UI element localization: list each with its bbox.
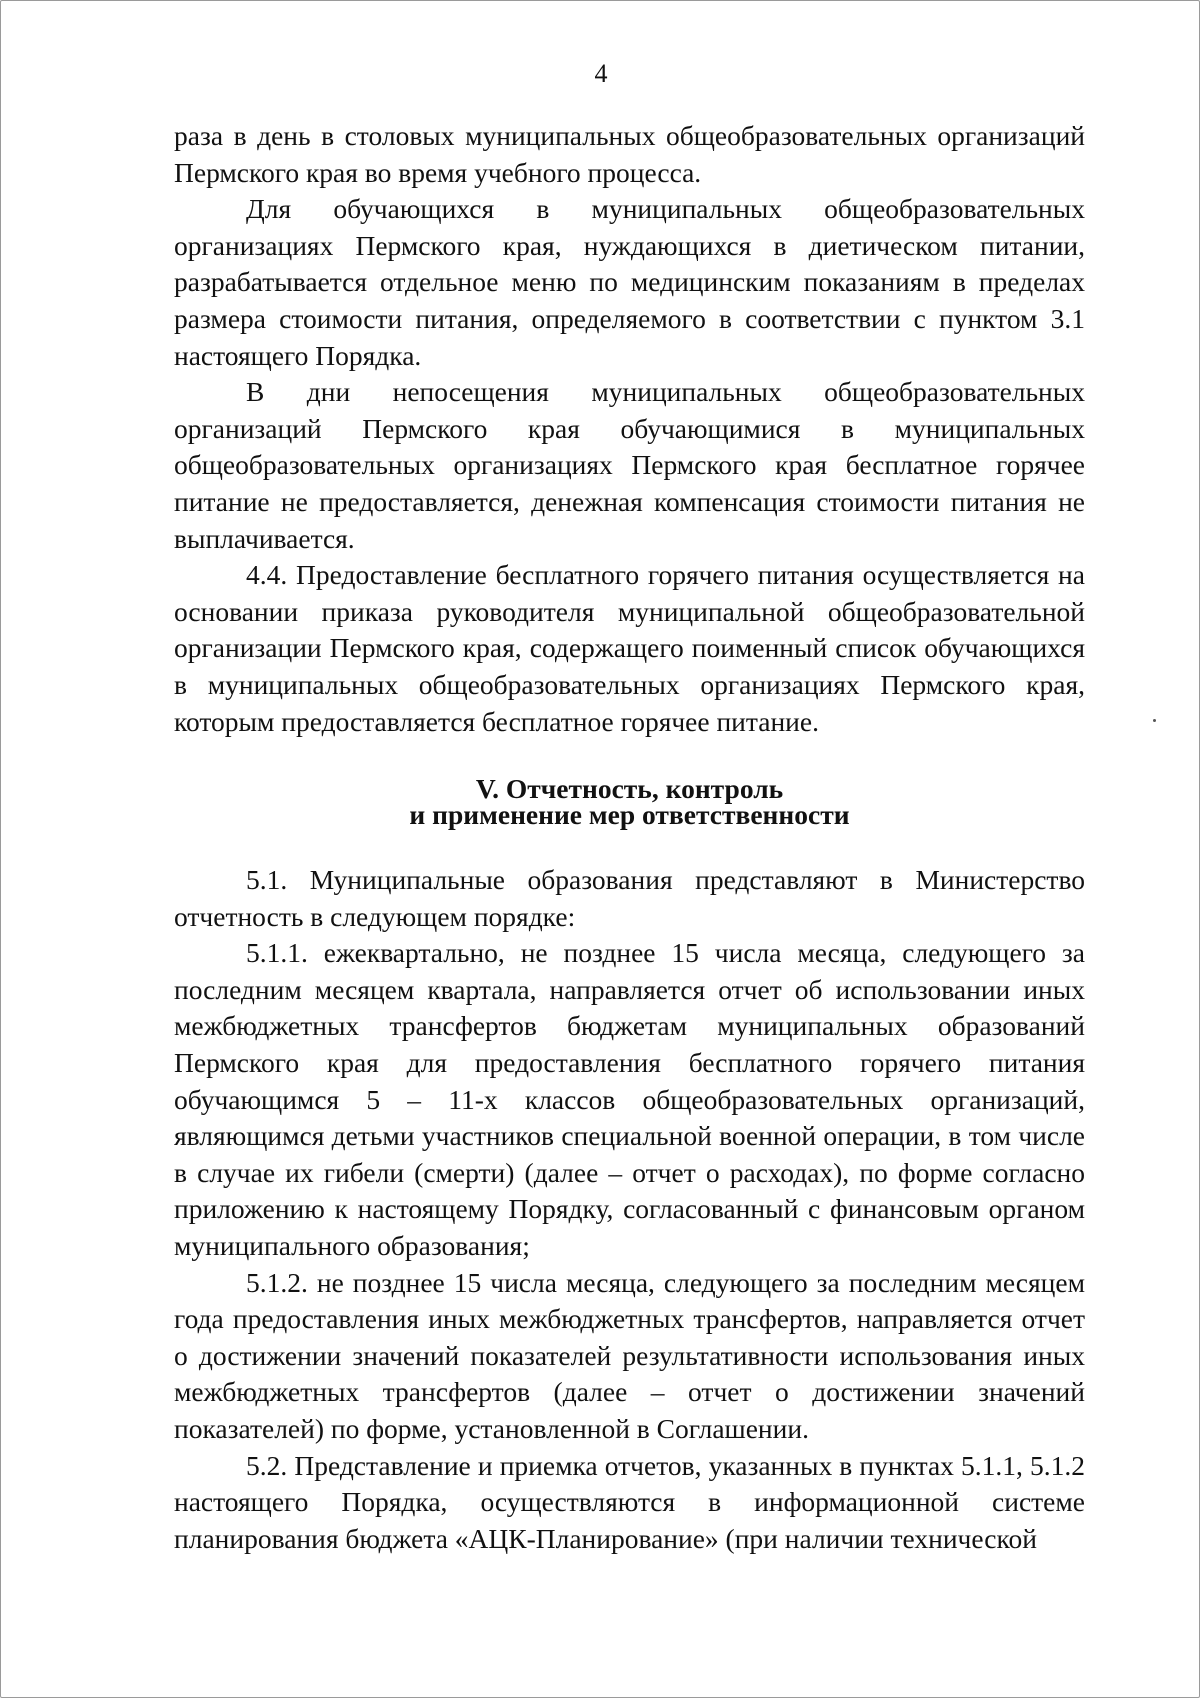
document-body	[174, 118, 1085, 1557]
paragraph-5-2: 5.2. Представление и приемка отчетов, указанных в пунктах 5.1.1, 5.1.2 настоящего Порядка, осуществляются в информационной системе планирования бюджета «АЦК-Планирование» (при наличии технической	[174, 1449, 1085, 1554]
section-heading-line-2: и применение мер ответственности	[409, 799, 850, 831]
paragraph-5-1-1: 5.1.1. ежеквартально, не позднее 15 числа месяца, следующего за последним месяцем квартала, направляется отчет об использовании иных межбюджетных трансфертов бюджетам муниципальных образований Пермского края для предоставления бесплатного горячего питания обучающимся 5 – 11-х классов общеобразовательных организаций, являющимся детьми участников специальной военной операции, в том числе в случае их гибели (смерти) (далее – отчет о расходах), по форме согласно приложению к настоящему Порядку, согласованный с финансовым органом муниципального образования;	[174, 937, 1085, 1262]
paragraph-dietary-menu: Для обучающихся в муниципальных общеобразовательных организациях Пермского края, нуждающихся в диетическом питании, разрабатывается отдельное меню по медицинским показаниям в пределах размера стоимости питания, определяемого в соответствии с пунктом 3.1 настоящего Порядка.	[174, 193, 1085, 371]
paragraph-non-attendance: В дни непосещения муниципальных общеобразовательных организаций Пермского края обучающимися в муниципальных общеобразовательных организациях Пермского края бесплатное горячее питание не предоставляется, денежная компенсация стоимости питания не выплачивается.	[174, 376, 1085, 554]
page-number: 4	[594, 59, 608, 88]
paragraph-continuation: раза в день в столовых муниципальных общеобразовательных организаций Пермского края во время учебного процесса.	[174, 120, 1085, 188]
section-heading-line-1: V. Отчетность, контроль	[475, 773, 784, 805]
paragraph-5-1-2: 5.1.2. не позднее 15 числа месяца, следующего за последним месяцем года предоставления иных межбюджетных трансфертов, направляется отчет о достижении значений показателей результативности использования иных межбюджетных трансфертов (далее – отчет о достижении значений показателей) по форме, установленной в Соглашении.	[174, 1266, 1085, 1444]
section-heading	[174, 773, 1085, 831]
paragraph-4-4: 4.4. Предоставление бесплатного горячего питания осуществляется на основании приказа руководителя муниципальной общеобразовательной организации Пермского края, содержащего поименный список обучающихся в муниципальных общеобразовательных организациях Пермского края, которым предоставляется бесплатное горячее питание.	[174, 559, 1085, 737]
paragraph-5-1: 5.1. Муниципальные образования представляют в Министерство отчетность в следующем порядке:	[174, 864, 1085, 932]
scan-speck	[1153, 719, 1156, 722]
